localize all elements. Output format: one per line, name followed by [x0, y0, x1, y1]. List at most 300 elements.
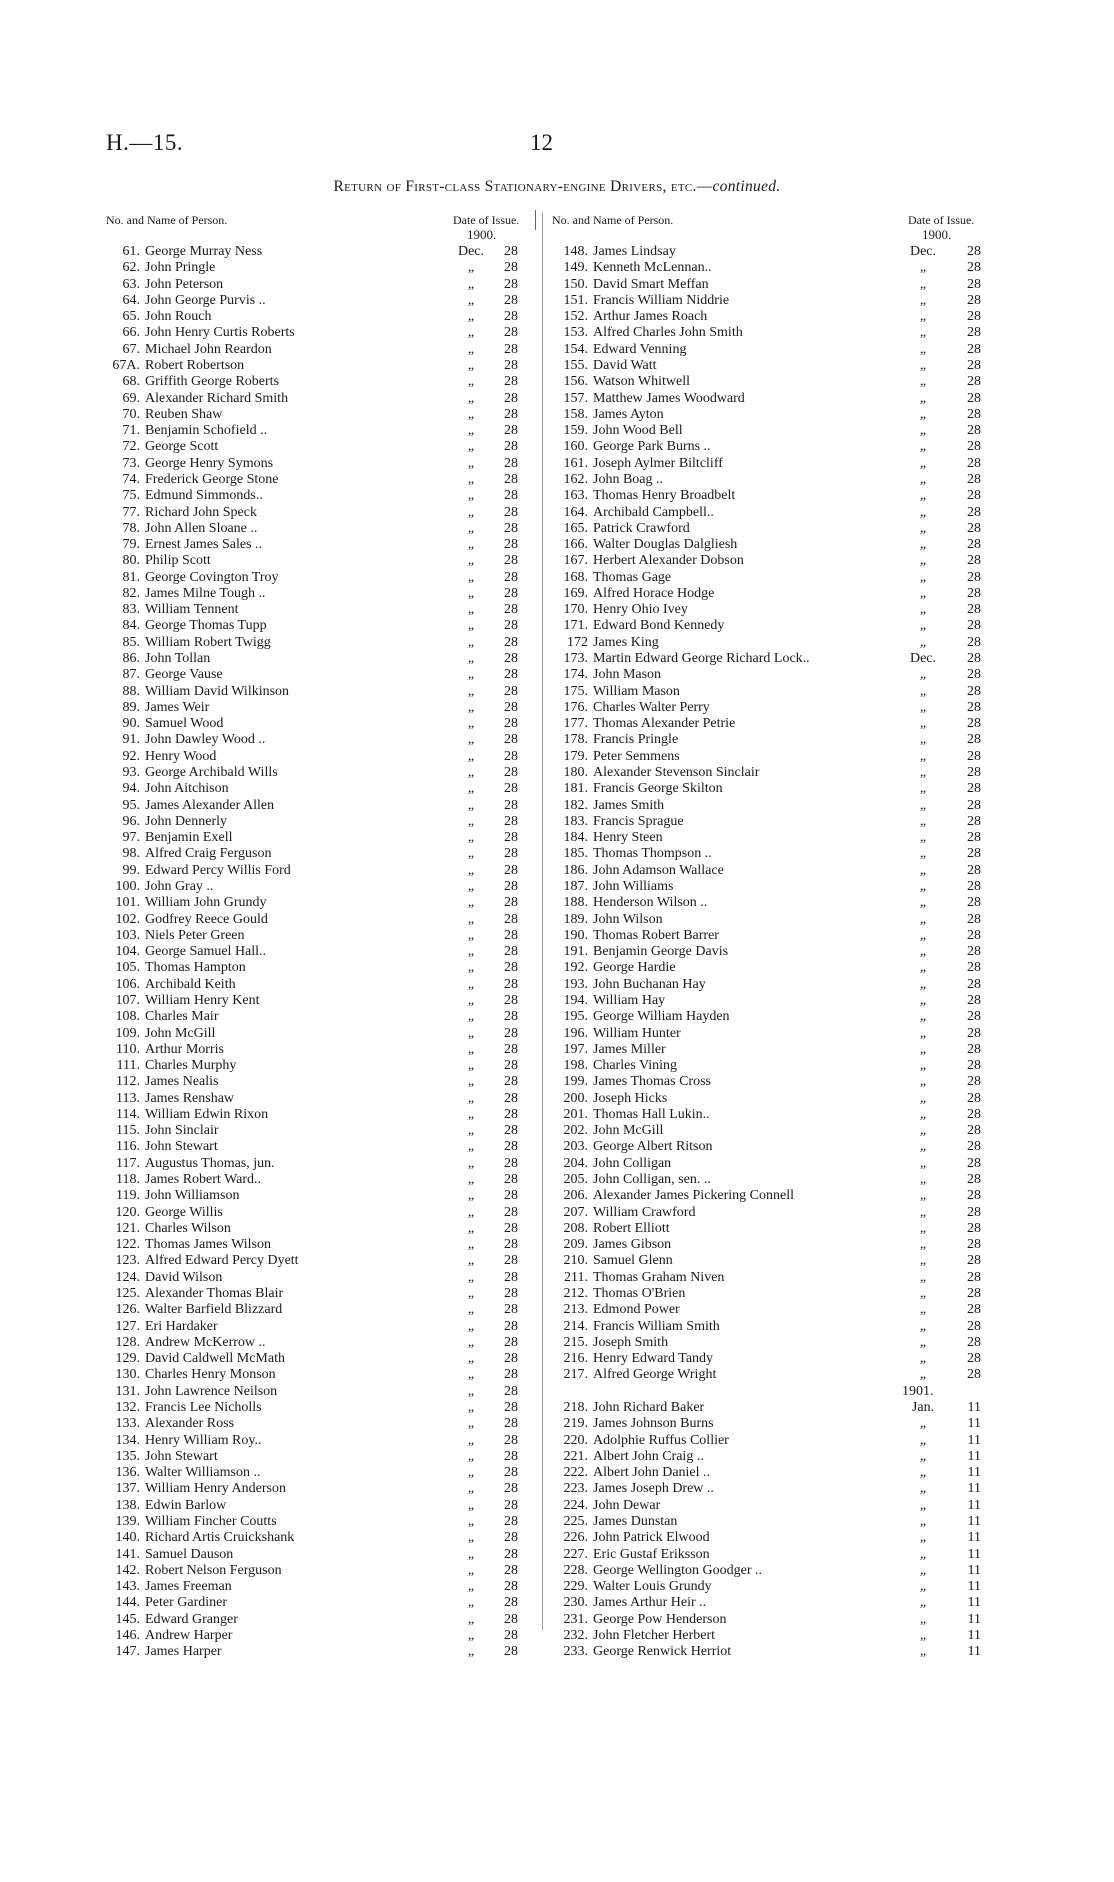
person-name: James Robert Ward.. — [145, 1172, 262, 1188]
person-name: Herbert Alexander Dobson — [593, 553, 744, 569]
issue-day: 28 — [504, 602, 518, 618]
register-row — [96, 651, 536, 667]
register-row — [544, 1530, 984, 1546]
entry-number: 120. — [115, 1204, 140, 1220]
issue-month: „ — [919, 1432, 927, 1448]
issue-month: „ — [467, 1009, 475, 1025]
issue-day: 28 — [504, 1579, 518, 1595]
person-name: Charles Vining — [593, 1058, 678, 1074]
entry-number: 163. — [563, 488, 588, 504]
issue-month: „ — [919, 276, 927, 292]
issue-day: 28 — [504, 992, 518, 1008]
register-row — [544, 1595, 984, 1611]
issue-day: 28 — [504, 1318, 518, 1334]
register-row — [544, 1612, 984, 1628]
right-column-header-date: Date of Issue. — [908, 213, 975, 227]
entry-number: 134. — [115, 1432, 140, 1448]
register-row — [96, 1433, 536, 1449]
entry-number: 97. — [122, 830, 140, 846]
issue-month: „ — [467, 1611, 475, 1627]
issue-month: „ — [467, 716, 475, 732]
register-row — [544, 1628, 984, 1644]
issue-month: „ — [467, 1399, 475, 1415]
person-name: Andrew McKerrow .. — [145, 1334, 266, 1350]
entry-number: 190. — [563, 927, 588, 943]
issue-month: „ — [467, 1172, 475, 1188]
person-name: William David Wilkinson — [145, 683, 290, 699]
issue-day: 28 — [967, 471, 981, 487]
person-name: Thomas Alexander Petrie — [593, 716, 736, 732]
issue-month: „ — [467, 585, 475, 601]
issue-day: 28 — [504, 1058, 518, 1074]
issue-day: 28 — [967, 1074, 981, 1090]
register-row — [544, 1205, 984, 1221]
register-row — [544, 309, 984, 325]
person-name: Eric Gustaf Eriksson — [593, 1546, 710, 1562]
register-row — [96, 700, 536, 716]
entry-number: 183. — [563, 813, 588, 829]
register-row — [544, 993, 984, 1009]
issue-month: „ — [467, 1155, 475, 1171]
issue-month: „ — [919, 1367, 927, 1383]
entry-number: 199. — [563, 1074, 588, 1090]
entry-number: 131. — [115, 1383, 140, 1399]
entry-number: 173. — [563, 651, 588, 667]
person-name: George Hardie — [593, 960, 676, 976]
entry-number: 115. — [116, 1123, 140, 1139]
register-row — [544, 732, 984, 748]
register-row — [96, 1612, 536, 1628]
issue-month: „ — [467, 1627, 475, 1643]
issue-month: „ — [467, 862, 475, 878]
person-name: Henry Wood — [145, 748, 217, 764]
issue-month: „ — [919, 878, 927, 894]
right-column-header-name: No. and Name of Person. — [552, 213, 674, 227]
issue-day: 11 — [967, 1595, 981, 1611]
issue-month: „ — [467, 553, 475, 569]
entry-number: 225. — [563, 1513, 588, 1529]
register-row — [96, 244, 536, 260]
entry-number: 202. — [563, 1123, 588, 1139]
register-row — [544, 1514, 984, 1530]
entry-number: 162. — [563, 471, 588, 487]
register-row — [544, 814, 984, 830]
entry-number: 75. — [122, 488, 140, 504]
register-row — [96, 1449, 536, 1465]
entry-number: 122. — [115, 1237, 140, 1253]
issue-day: 28 — [504, 1497, 518, 1513]
register-row — [544, 1400, 984, 1416]
issue-day: 28 — [504, 699, 518, 715]
issue-day: 28 — [967, 683, 981, 699]
register-row — [544, 716, 984, 732]
register-row — [96, 814, 536, 830]
issue-day: 28 — [504, 846, 518, 862]
entry-number: 132. — [115, 1399, 140, 1415]
year-row — [544, 1384, 984, 1400]
issue-day: 28 — [967, 651, 981, 667]
person-name: Alfred Charles John Smith — [593, 325, 743, 341]
register-row — [544, 439, 984, 455]
issue-month: „ — [919, 1513, 927, 1529]
entry-number: 135. — [115, 1448, 140, 1464]
issue-day: 28 — [504, 618, 518, 634]
register-row — [544, 749, 984, 765]
entry-number: 196. — [563, 1025, 588, 1041]
person-name: Richard John Speck — [145, 504, 257, 520]
register-row — [96, 537, 536, 553]
entry-number: 146. — [115, 1627, 140, 1643]
register-row — [544, 423, 984, 439]
issue-month: „ — [919, 1155, 927, 1171]
issue-month: „ — [919, 732, 927, 748]
issue-month: „ — [467, 602, 475, 618]
issue-month: „ — [467, 781, 475, 797]
register-row — [96, 1384, 536, 1400]
register-row — [544, 342, 984, 358]
person-name: John Stewart — [145, 1139, 218, 1155]
entry-number: 206. — [563, 1188, 588, 1204]
entry-number: 167. — [563, 553, 588, 569]
person-name: Thomas James Wilson — [145, 1237, 271, 1253]
person-name: John Peterson — [145, 276, 224, 292]
person-name: George Wellington Goodger .. — [593, 1562, 763, 1578]
register-row — [96, 342, 536, 358]
issue-day: 28 — [504, 667, 518, 683]
entry-number: 201. — [563, 1106, 588, 1122]
person-name: Walter Douglas Dalgliesh — [593, 537, 738, 553]
issue-month: „ — [467, 830, 475, 846]
entry-number: 126. — [115, 1302, 140, 1318]
register-row — [544, 618, 984, 634]
register-row — [544, 1253, 984, 1269]
issue-month: „ — [919, 504, 927, 520]
register-row — [544, 391, 984, 407]
person-name: John Williams — [593, 878, 674, 894]
register-row — [544, 1091, 984, 1107]
issue-day: 28 — [504, 732, 518, 748]
issue-day: 28 — [967, 781, 981, 797]
person-name: James Weir — [145, 699, 210, 715]
issue-month: „ — [919, 488, 927, 504]
person-name: Thomas Graham Niven — [593, 1269, 725, 1285]
register-row — [544, 1335, 984, 1351]
register-row — [544, 456, 984, 472]
entry-number: 65. — [122, 309, 140, 325]
register-row — [544, 277, 984, 293]
issue-month: „ — [919, 634, 927, 650]
register-row — [96, 1205, 536, 1221]
entry-number: 82. — [122, 585, 140, 601]
issue-day: 28 — [967, 1286, 981, 1301]
person-name: John Colligan, sen. .. — [593, 1172, 711, 1188]
person-name: Peter Semmens — [593, 748, 680, 764]
person-name: James Gibson — [593, 1237, 672, 1253]
entry-number: 147. — [115, 1644, 140, 1660]
entry-number: 175. — [563, 683, 588, 699]
issue-day: 11 — [967, 1416, 981, 1432]
register-row — [544, 570, 984, 586]
entry-number: 111. — [116, 1058, 140, 1074]
issue-month: „ — [919, 1448, 927, 1464]
issue-day: 28 — [967, 992, 981, 1008]
entry-number: 230. — [563, 1595, 588, 1611]
issue-month: „ — [467, 651, 475, 667]
entry-number: 119. — [116, 1188, 140, 1204]
person-name: George Scott — [145, 439, 219, 455]
issue-month: „ — [919, 895, 927, 911]
issue-day: 28 — [504, 1269, 518, 1285]
register-row — [96, 1123, 536, 1139]
person-name: Charles Walter Perry — [593, 699, 710, 715]
issue-day: 28 — [504, 1595, 518, 1611]
issue-month: „ — [467, 1367, 475, 1383]
entry-number: 186. — [563, 862, 588, 878]
register-row — [544, 846, 984, 862]
issue-day: 28 — [504, 878, 518, 894]
entry-number: 108. — [115, 1009, 140, 1025]
issue-day: 28 — [504, 455, 518, 471]
person-name: John Henry Curtis Roberts — [145, 325, 295, 341]
entry-number: 158. — [563, 406, 588, 422]
register-row — [544, 1367, 984, 1383]
entry-number: 193. — [563, 976, 588, 992]
person-name: George Vause — [145, 667, 223, 683]
entry-number: 144. — [115, 1595, 140, 1611]
issue-month: „ — [467, 292, 475, 308]
register-row — [96, 1416, 536, 1432]
person-name: Francis William Niddrie — [593, 292, 730, 308]
entry-number: 205. — [563, 1172, 588, 1188]
entry-number: 229. — [563, 1579, 588, 1595]
register-row — [96, 765, 536, 781]
register-row — [96, 618, 536, 634]
entry-number: 68. — [122, 374, 140, 390]
person-name: David Wilson — [145, 1269, 223, 1285]
right-register-column — [544, 244, 984, 1660]
person-name: Kenneth McLennan.. — [593, 260, 712, 276]
register-row — [544, 1286, 984, 1302]
person-name: Henry Steen — [593, 830, 663, 846]
issue-month: „ — [467, 309, 475, 325]
entry-number: 84. — [122, 618, 140, 634]
register-row — [96, 1091, 536, 1107]
issue-day: 28 — [504, 585, 518, 601]
person-name: James Milne Tough .. — [145, 585, 266, 601]
person-name: James Harper — [145, 1644, 222, 1660]
issue-day: 28 — [504, 1432, 518, 1448]
issue-day: 28 — [967, 553, 981, 569]
person-name: Archibald Keith — [145, 976, 236, 992]
person-name: John Tollan — [145, 651, 211, 667]
register-row — [96, 1139, 536, 1155]
entry-number: 221. — [563, 1448, 588, 1464]
entry-number: 231. — [563, 1611, 588, 1627]
person-name: Thomas Hall Lukin.. — [593, 1106, 710, 1122]
entry-number: 66. — [122, 325, 140, 341]
issue-day: 11 — [967, 1399, 981, 1415]
issue-day: 28 — [504, 341, 518, 357]
register-row — [544, 1270, 984, 1286]
issue-month: „ — [919, 976, 927, 992]
issue-month: „ — [919, 325, 927, 341]
person-name: John Pringle — [145, 260, 216, 276]
issue-day: 28 — [504, 1041, 518, 1057]
entry-number: 105. — [115, 960, 140, 976]
issue-month: „ — [467, 748, 475, 764]
register-row — [544, 700, 984, 716]
issue-month: „ — [919, 1530, 927, 1546]
issue-month: „ — [467, 1530, 475, 1546]
person-name: Alexander Stevenson Sinclair — [593, 765, 760, 780]
person-name: Edward Percy Willis Ford — [145, 862, 291, 878]
entry-number: 218. — [563, 1399, 588, 1415]
person-name: David Smart Meffan — [593, 276, 709, 292]
register-row — [96, 667, 536, 683]
issue-month: „ — [467, 667, 475, 683]
issue-day: 28 — [504, 1367, 518, 1383]
person-name: John McGill — [593, 1123, 664, 1139]
entry-number: 211. — [564, 1269, 588, 1285]
register-row — [544, 586, 984, 602]
person-name: Benjamin Exell — [145, 830, 233, 846]
entry-number: 79. — [122, 537, 140, 553]
register-row — [96, 895, 536, 911]
issue-day: 28 — [504, 1155, 518, 1171]
entry-number: 99. — [122, 862, 140, 878]
issue-day: 28 — [504, 1286, 518, 1301]
issue-day: 28 — [967, 602, 981, 618]
issue-month: „ — [919, 1009, 927, 1025]
issue-day: 28 — [504, 976, 518, 992]
entry-number: 184. — [563, 830, 588, 846]
register-row — [544, 1188, 984, 1204]
issue-day: 28 — [504, 1448, 518, 1464]
register-row — [96, 960, 536, 976]
person-name: Thomas O'Brien — [593, 1286, 686, 1301]
person-name: James Renshaw — [145, 1090, 235, 1106]
issue-month: „ — [919, 1025, 927, 1041]
issue-day: 28 — [967, 699, 981, 715]
issue-month: „ — [919, 1220, 927, 1236]
issue-month: „ — [467, 1074, 475, 1090]
person-name: William Henry Anderson — [145, 1481, 286, 1497]
register-row — [544, 1172, 984, 1188]
register-row — [96, 505, 536, 521]
entry-number: 219. — [563, 1416, 588, 1432]
entry-number: 224. — [563, 1497, 588, 1513]
register-row — [544, 407, 984, 423]
person-name: Albert John Craig .. — [593, 1448, 704, 1464]
issue-month: „ — [919, 553, 927, 569]
register-row — [96, 1286, 536, 1302]
issue-day: 28 — [967, 569, 981, 585]
entry-number: 159. — [563, 423, 588, 439]
register-row — [96, 1579, 536, 1595]
issue-day: 28 — [504, 1530, 518, 1546]
register-row — [544, 798, 984, 814]
issue-month: „ — [467, 1383, 475, 1399]
register-row — [544, 635, 984, 651]
register-row — [544, 358, 984, 374]
person-name: Joseph Hicks — [593, 1090, 668, 1106]
register-row — [96, 293, 536, 309]
entry-number: 92. — [122, 748, 140, 764]
person-name: Adolphie Ruffus Collier — [593, 1432, 729, 1448]
entry-number: 67A. — [112, 357, 140, 373]
page-title-main: Return of First-class Stationary-engine Drivers, etc.— — [333, 178, 713, 195]
register-row — [544, 1547, 984, 1563]
register-row — [544, 830, 984, 846]
entry-number: 74. — [122, 471, 140, 487]
issue-day: 28 — [504, 1416, 518, 1432]
entry-number: 137. — [115, 1481, 140, 1497]
person-name: John Colligan — [593, 1155, 672, 1171]
issue-month: „ — [919, 1123, 927, 1139]
issue-day: 28 — [967, 292, 981, 308]
issue-month: „ — [919, 390, 927, 406]
person-name: James King — [593, 634, 659, 650]
issue-month: „ — [919, 1139, 927, 1155]
entry-number: 215. — [563, 1334, 588, 1350]
issue-day: 28 — [504, 1611, 518, 1627]
issue-month: „ — [919, 1562, 927, 1578]
person-name: Richard Artis Cruickshank — [145, 1530, 295, 1546]
entry-number: 71. — [122, 423, 140, 439]
issue-month: „ — [919, 1188, 927, 1204]
entry-number: 195. — [563, 1009, 588, 1025]
person-name: James Nealis — [145, 1074, 219, 1090]
register-row — [96, 1351, 536, 1367]
issue-month: „ — [467, 1465, 475, 1481]
entry-number: 104. — [115, 944, 140, 960]
register-row — [544, 1074, 984, 1090]
person-name: Thomas Gage — [593, 569, 672, 585]
entry-number: 191. — [563, 944, 588, 960]
person-name: George Albert Ritson — [593, 1139, 713, 1155]
entry-number: 67. — [122, 341, 140, 357]
entry-number: 180. — [563, 765, 588, 780]
issue-day: 28 — [967, 927, 981, 943]
issue-day: 28 — [967, 1009, 981, 1025]
entry-number: 217. — [563, 1367, 588, 1383]
issue-month: „ — [919, 1481, 927, 1497]
register-row — [96, 423, 536, 439]
entry-number: 103. — [115, 927, 140, 943]
person-name: John Dennerly — [145, 813, 228, 829]
issue-day: 28 — [967, 1139, 981, 1155]
issue-month: „ — [919, 1644, 927, 1660]
entry-number: 85. — [122, 634, 140, 650]
issue-day: 28 — [504, 357, 518, 373]
issue-month: „ — [919, 1611, 927, 1627]
person-name: William John Grundy — [145, 895, 267, 911]
register-row — [96, 716, 536, 732]
person-name: John Rouch — [145, 309, 212, 325]
issue-month: „ — [919, 765, 927, 780]
issue-month: „ — [467, 520, 475, 536]
person-name: Watson Whitwell — [593, 374, 690, 390]
person-name: James Lindsay — [593, 244, 676, 259]
person-name: Francis William Smith — [593, 1318, 720, 1334]
register-row — [96, 521, 536, 537]
issue-day: 28 — [504, 1188, 518, 1204]
person-name: Edwin Barlow — [145, 1497, 227, 1513]
issue-day: 28 — [967, 1155, 981, 1171]
issue-month: „ — [467, 976, 475, 992]
person-name: Francis George Skilton — [593, 781, 723, 797]
person-name: Benjamin Schofield .. — [145, 423, 268, 439]
